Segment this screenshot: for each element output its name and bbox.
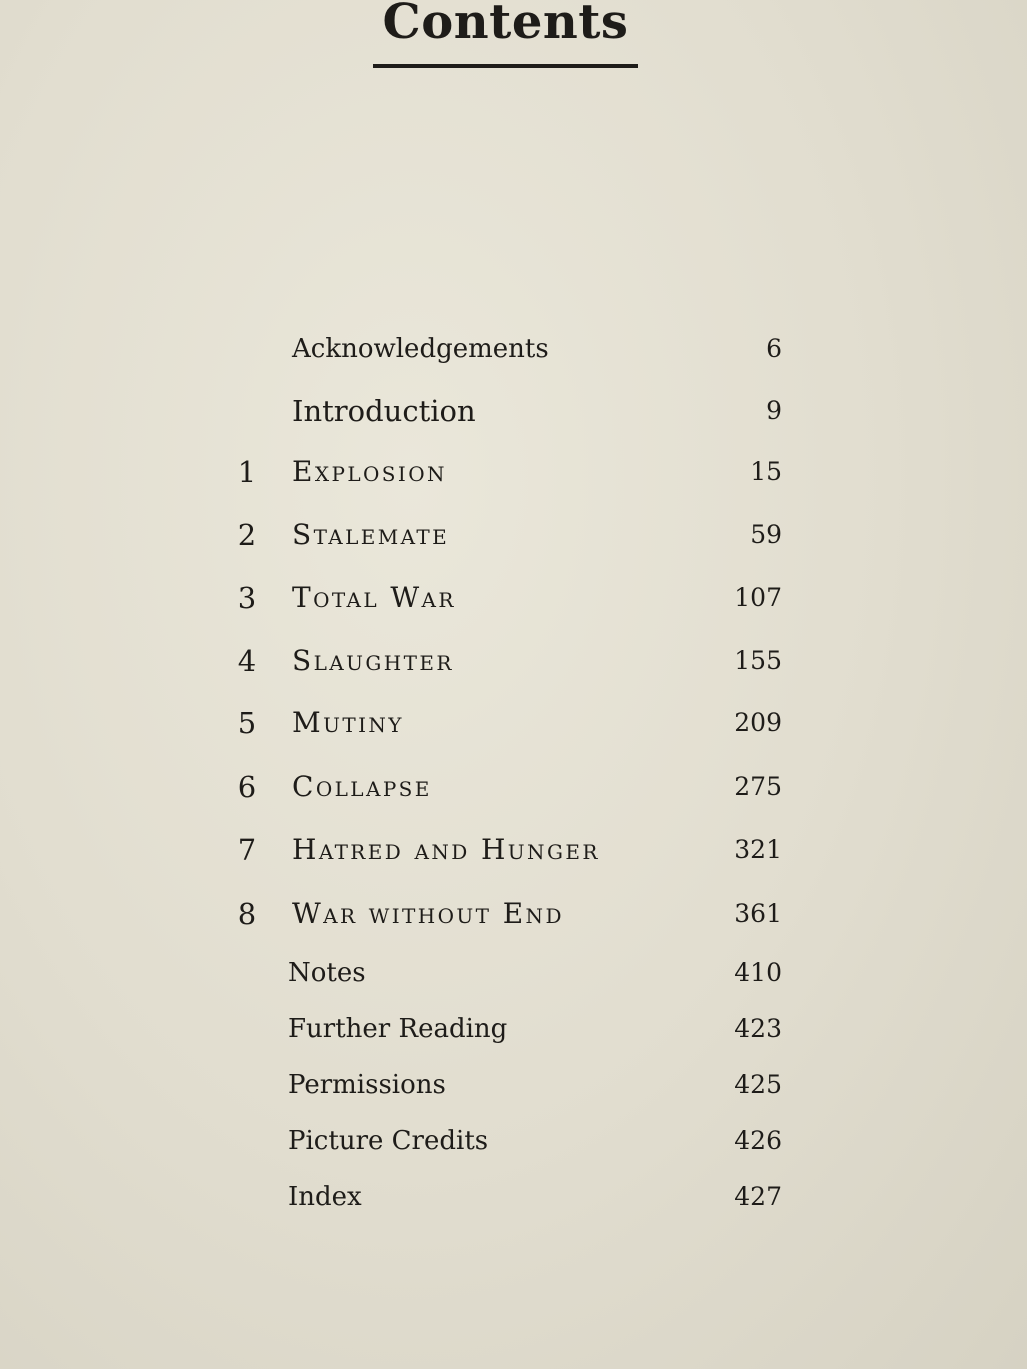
entry-page: 426 — [734, 1126, 782, 1155]
entry-title: Notes — [288, 958, 366, 988]
toc-entry-introduction[interactable] — [0, 389, 1027, 433]
chapter-title: Collapse — [292, 770, 432, 803]
toc-chapter-6[interactable] — [0, 765, 1027, 809]
chapter-page: 275 — [734, 772, 782, 801]
entry-title: Picture Credits — [288, 1126, 489, 1156]
toc-chapter-8[interactable] — [0, 892, 1027, 936]
chapter-page: 321 — [734, 835, 782, 864]
chapter-page: 15 — [750, 457, 782, 486]
toc-entry-index[interactable] — [0, 1175, 1027, 1219]
toc-entry-notes[interactable] — [0, 951, 1027, 995]
chapter-page: 107 — [734, 583, 782, 612]
chapter-title: War without End — [292, 897, 564, 930]
page-title: Contents — [382, 0, 629, 50]
toc-entry-permissions[interactable] — [0, 1063, 1027, 1107]
chapter-title: Hatred and Hunger — [292, 833, 600, 866]
chapter-number: 8 — [237, 897, 257, 931]
chapter-number: 3 — [237, 581, 257, 615]
entry-page: 427 — [734, 1182, 782, 1211]
entry-page: 423 — [734, 1014, 782, 1043]
entry-title: Acknowledgements — [292, 334, 549, 364]
entry-title: Index — [288, 1182, 362, 1212]
chapter-title: Explosion — [292, 455, 447, 488]
chapter-number: 5 — [237, 706, 257, 740]
toc-chapter-5[interactable] — [0, 701, 1027, 745]
chapter-title: Mutiny — [292, 706, 404, 739]
entry-title: Permissions — [288, 1070, 446, 1100]
toc-entry-acknowledgements[interactable] — [0, 327, 1027, 371]
entry-title: Further Reading — [288, 1014, 508, 1044]
entry-page: 425 — [734, 1070, 782, 1099]
chapter-number: 6 — [237, 770, 257, 804]
toc-chapter-4[interactable] — [0, 639, 1027, 683]
chapter-number: 2 — [237, 518, 257, 552]
entry-page: 6 — [766, 334, 782, 363]
chapter-title: Stalemate — [292, 518, 450, 551]
chapter-page: 209 — [734, 708, 782, 737]
entry-page: 9 — [766, 396, 782, 425]
toc-chapter-1[interactable] — [0, 450, 1027, 494]
chapter-title: Slaughter — [292, 644, 454, 677]
toc-entry-further-reading[interactable] — [0, 1007, 1027, 1051]
chapter-page: 155 — [734, 646, 782, 675]
toc-chapter-2[interactable] — [0, 513, 1027, 557]
toc-chapter-7[interactable] — [0, 828, 1027, 872]
chapter-page: 361 — [734, 899, 782, 928]
chapter-number: 7 — [237, 833, 257, 867]
chapter-number: 4 — [237, 644, 257, 678]
toc-entry-picture-credits[interactable] — [0, 1119, 1027, 1163]
chapter-title: Total War — [292, 581, 456, 614]
chapter-number: 1 — [237, 455, 257, 489]
chapter-page: 59 — [750, 520, 782, 549]
toc-chapter-3[interactable] — [0, 576, 1027, 620]
entry-page: 410 — [734, 958, 782, 987]
entry-title: Introduction — [292, 394, 476, 428]
